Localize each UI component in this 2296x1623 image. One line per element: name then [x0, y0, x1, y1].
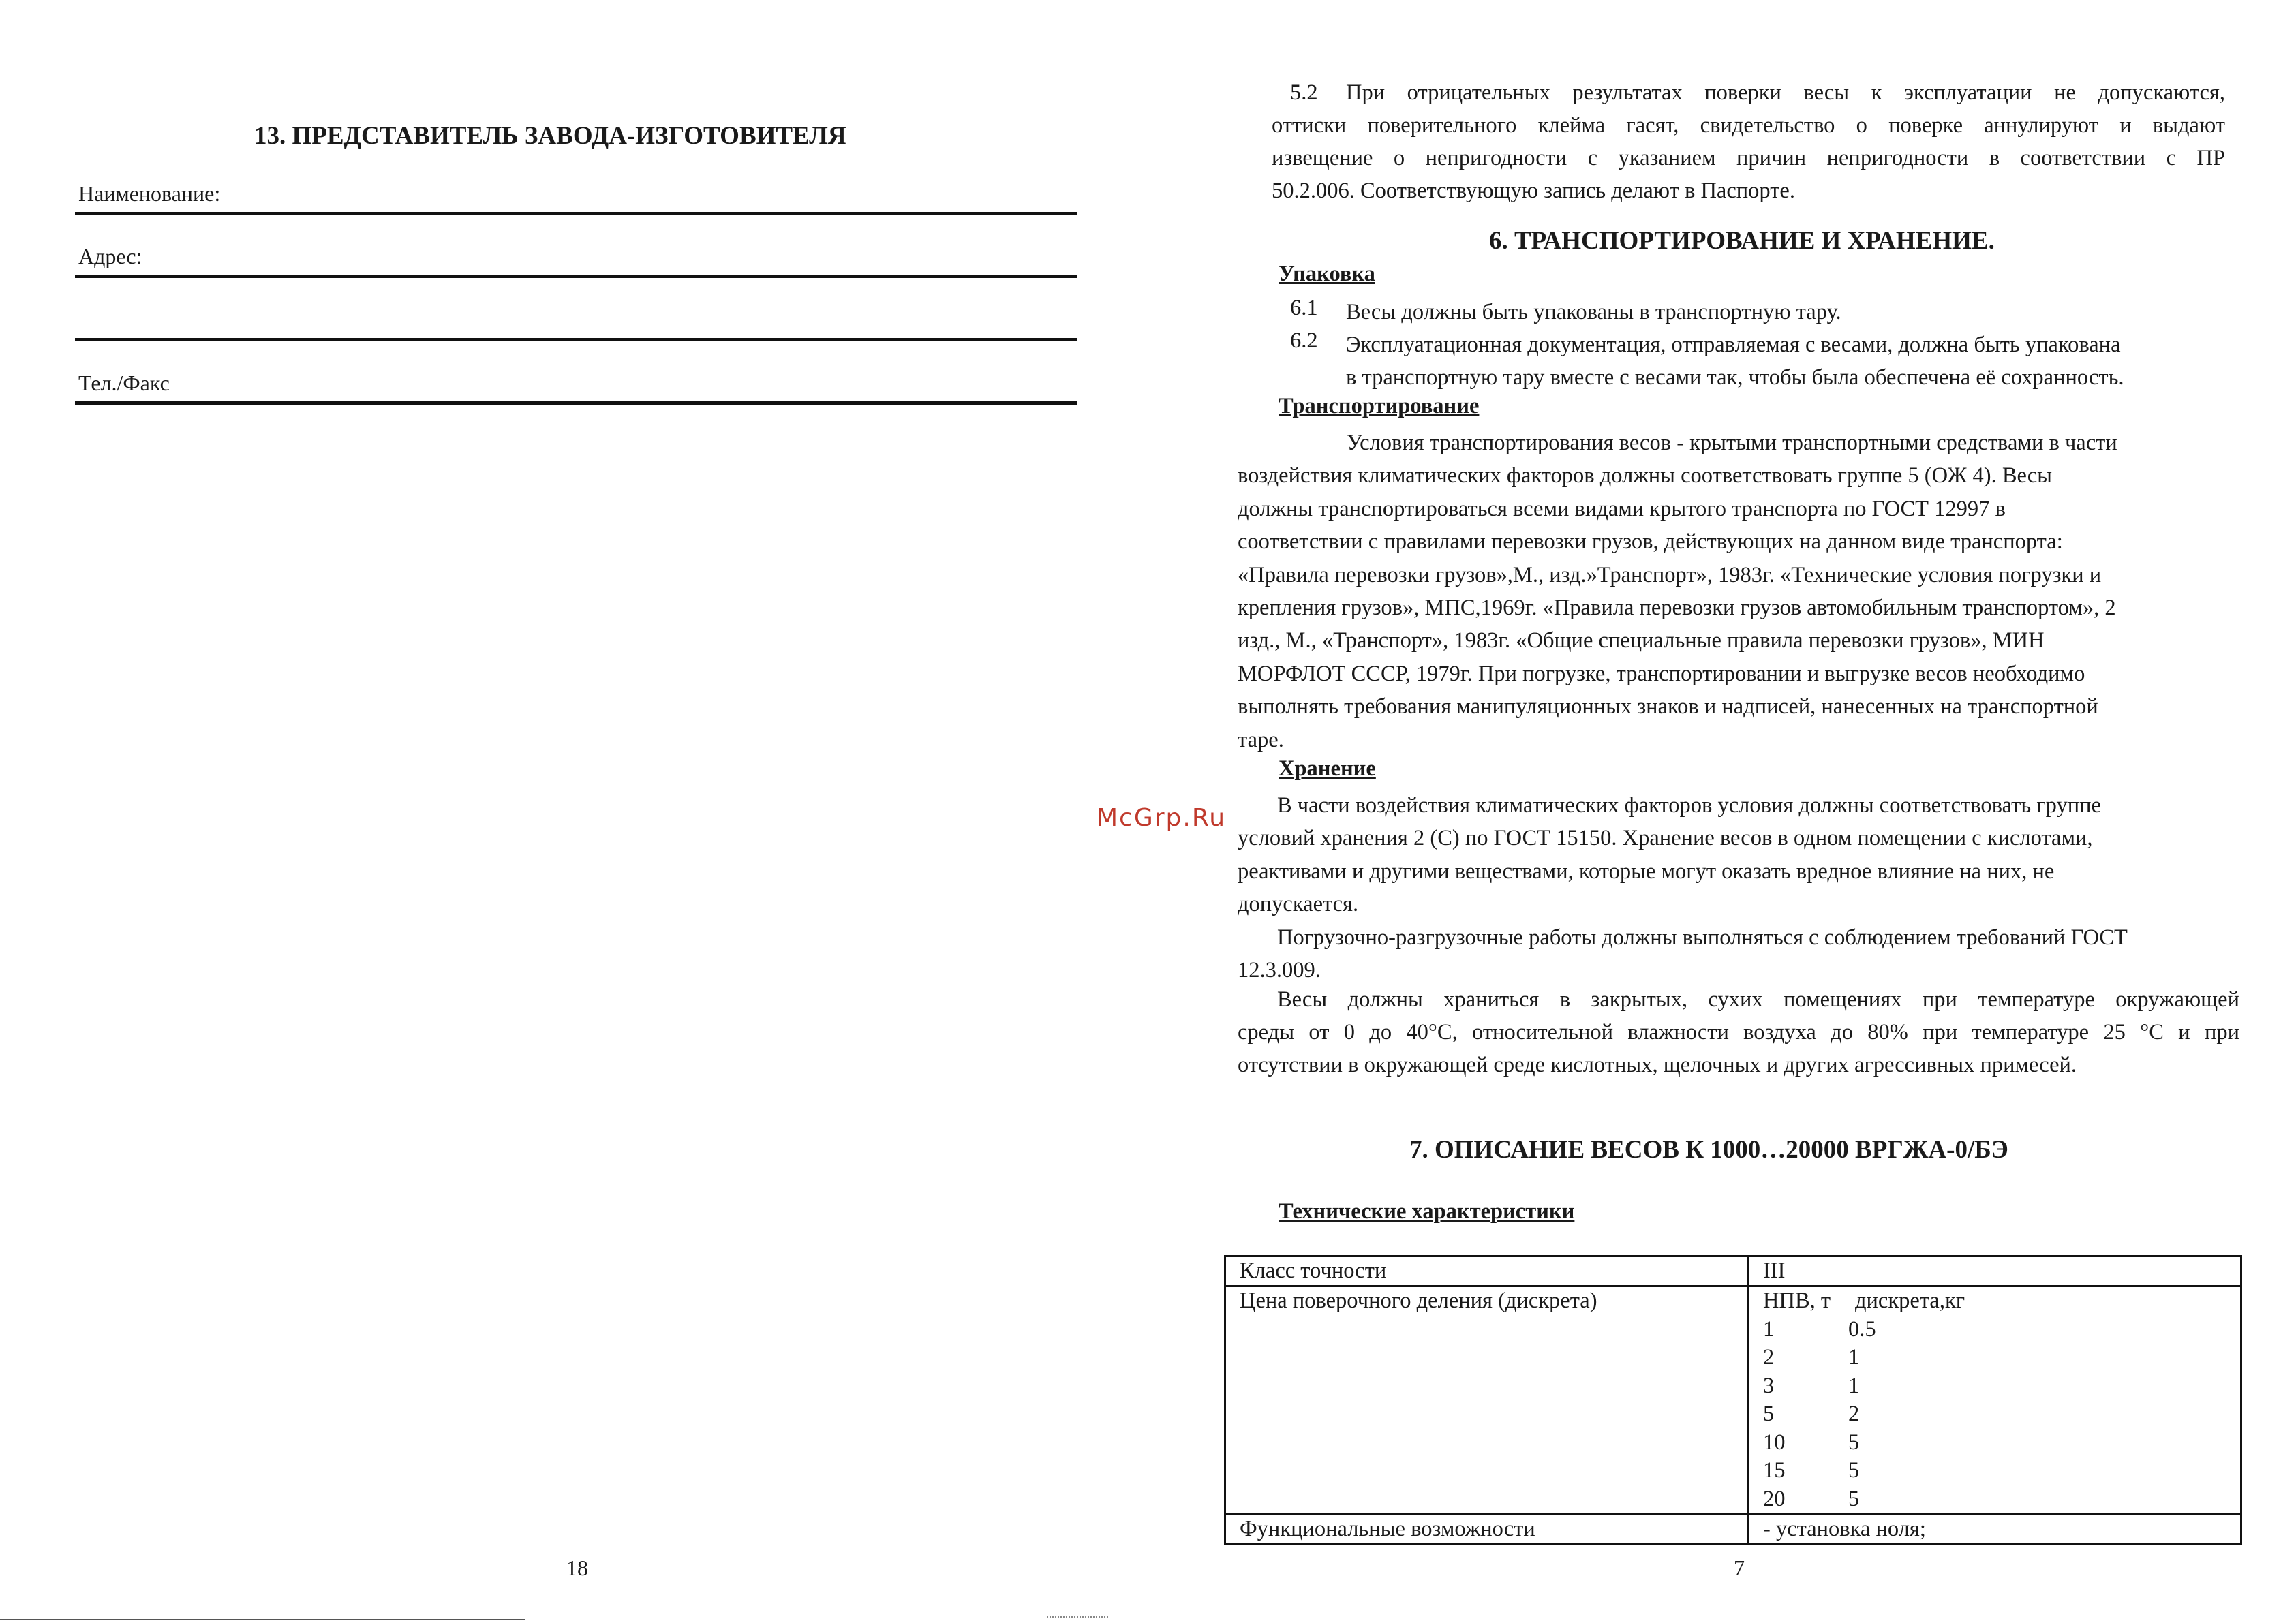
- transport-heading: Транспортирование: [1279, 394, 1480, 418]
- transport-line: Условия транспортирования весов - крытыми транспортными средствами в части: [1347, 431, 2117, 455]
- transport-line: должны транспортироваться всеми видами крытого транспорта по ГОСТ 12997 в: [1238, 496, 2006, 521]
- storage-line: В части воздействия климатических факторов условия должны соответствовать группе: [1277, 793, 2101, 818]
- name-field-label: Наименование:: [78, 181, 221, 206]
- name-field-line: [75, 212, 1077, 215]
- npv-value: 1: [1763, 1316, 1775, 1342]
- discrete-value: 0.5: [1848, 1316, 1876, 1342]
- phone-field-label: Тел./Факс: [78, 371, 170, 395]
- p52-line3-text: извещение о непригодности с указанием причин непригодности в соответствии с ПР: [1272, 146, 2225, 170]
- table-row: [1225, 1286, 2241, 1515]
- transport-line: изд., М., «Транспорт», 1983г. «Общие специальные правила перевозки грузов», МИН: [1238, 628, 2045, 653]
- discrete-row: [1763, 1372, 2240, 1401]
- address-field-label: Адрес:: [78, 244, 142, 268]
- item61-text: Весы должны быть упакованы в транспортную тару.: [1346, 300, 1841, 324]
- table-row: [1225, 1256, 2241, 1286]
- storage-line: реактивами и другими веществами, которые могут оказать вредное влияние на них, не: [1238, 859, 2055, 884]
- npv-value: 3: [1763, 1373, 1775, 1398]
- discrete-value: 2: [1848, 1402, 1860, 1426]
- item61-number: 6.1: [1290, 296, 1318, 320]
- conditions-line-2-text: среды от 0 до 40°С, относительной влажности воздуха до 80% при температуре 25 °С и при: [1238, 1020, 2239, 1045]
- conditions-line-3: отсутствии в окружающей среде кислотных, щелочных и других агрессивных примесей.: [1238, 1053, 2077, 1077]
- accuracy-class-value: III: [1749, 1256, 2241, 1286]
- address-field-line: [75, 275, 1077, 278]
- discrete-row: [1763, 1429, 2240, 1457]
- specs-table: [1224, 1255, 2242, 1545]
- p52-line1-text: При отрицательных результатах поверки весы к эксплуатации не допускаются,: [1346, 80, 2225, 105]
- address-extra-line: [75, 338, 1077, 341]
- left-page-title: 13. ПРЕДСТАВИТЕЛЬ ЗАВОДА-ИЗГОТОВИТЕЛЯ: [254, 122, 846, 150]
- discrete-row: [1763, 1485, 2240, 1514]
- packing-heading: Упаковка: [1279, 262, 1375, 286]
- npv-value: 10: [1763, 1429, 1786, 1455]
- p52-line1: [1346, 80, 2225, 106]
- transport-line: воздействия климатических факторов должны соответствовать группе 5 (ОЖ 4). Весы: [1238, 463, 2052, 489]
- discrete-row: [1763, 1344, 2240, 1372]
- transport-line: «Правила перевозки грузов»,М., изд.»Транспорт», 1983г. «Технические условия погрузки и: [1238, 562, 2102, 587]
- loading-line: 12.3.009.: [1238, 958, 1321, 983]
- transport-paragraph: [1238, 427, 2239, 756]
- p52-number: 5.2: [1290, 80, 1318, 105]
- p52-line4: 50.2.006. Соответствующую запись делают в Паспорте.: [1272, 179, 1795, 203]
- storage-line: допускается.: [1238, 892, 1359, 917]
- functions-value: - установка ноля;: [1749, 1515, 2241, 1545]
- bottom-center-mark: [1047, 1616, 1108, 1618]
- discrete-row: [1763, 1400, 2240, 1429]
- npv-value: 15: [1763, 1458, 1786, 1483]
- item62-line2: в транспортную тару вместе с весами так, чтобы была обеспечена её сохранность.: [1346, 365, 2124, 390]
- bottom-edge-rule: [0, 1619, 525, 1620]
- conditions-line-2: [1238, 1020, 2239, 1045]
- discrete-row: [1763, 1457, 2240, 1485]
- phone-field-line: [75, 401, 1077, 405]
- npv-value: 20: [1763, 1486, 1786, 1511]
- discrete-row: [1763, 1316, 2240, 1344]
- discrete-value: 1: [1848, 1345, 1860, 1370]
- conditions-line-1-text: Весы должны храниться в закрытых, сухих помещениях при температуре окружающей: [1277, 987, 2239, 1012]
- discrete-value: 5: [1848, 1458, 1860, 1483]
- p52-line3: [1272, 146, 2225, 171]
- left-page: [0, 0, 1104, 1623]
- watermark-text: McGrp.Ru: [1097, 804, 1227, 832]
- discrete-header: [1763, 1287, 2240, 1316]
- storage-heading: Хранение: [1279, 756, 1376, 781]
- p52-line2: [1272, 113, 2225, 138]
- section7-title: 7. ОПИСАНИЕ ВЕСОВ К 1000…20000 ВРГЖА-0/БЭ: [1409, 1136, 2008, 1164]
- npv-value: 2: [1763, 1345, 1775, 1370]
- discrete-value: 5: [1848, 1486, 1860, 1511]
- item62-number: 6.2: [1290, 328, 1318, 353]
- discrete-label: Цена поверочного деления (дискрета): [1225, 1286, 1749, 1515]
- storage-line: условий хранения 2 (С) по ГОСТ 15150. Хранение весов в одном помещении с кислотами,: [1238, 826, 2093, 851]
- functions-label: Функциональные возможности: [1225, 1515, 1749, 1545]
- tech-heading: Технические характеристики: [1279, 1199, 1575, 1224]
- transport-line: крепления грузов», МПС,1969г. «Правила перевозки грузов автомобильным транспортом», 2: [1238, 596, 2116, 621]
- loading-line: Погрузочно-разгрузочные работы должны выполняться с соблюдением требований ГОСТ: [1277, 925, 2128, 950]
- discrete-value: 5: [1848, 1429, 1860, 1455]
- discrete-header-label: дискрета,кг: [1855, 1288, 1965, 1313]
- transport-line: выполнять требования манипуляционных знаков и надписей, нанесенных на транспортной: [1238, 694, 2098, 720]
- npv-value: 5: [1763, 1402, 1775, 1426]
- p52-line2-text: оттиски поверительного клейма гасят, свидетельство о поверке аннулируют и выдают: [1272, 113, 2225, 138]
- discrete-values-cell: [1749, 1286, 2241, 1515]
- loading-paragraph: [1238, 921, 2239, 987]
- item62-line1: Эксплуатационная документация, отправляемая с весами, должна быть упакована: [1346, 333, 2121, 357]
- storage-paragraph: [1238, 789, 2239, 921]
- right-page-number: 7: [1734, 1556, 1745, 1580]
- accuracy-class-label: Класс точности: [1225, 1256, 1749, 1286]
- section6-title: 6. ТРАНСПОРТИРОВАНИЕ И ХРАНЕНИЕ.: [1489, 227, 1995, 255]
- discrete-value: 1: [1848, 1373, 1860, 1398]
- transport-line: МОРФЛОТ СССР, 1979г. При погрузке, транспортировании и выгрузке весов необходимо: [1238, 661, 2085, 686]
- conditions-line-1: [1277, 987, 2239, 1013]
- transport-line: таре.: [1238, 727, 1284, 752]
- transport-line: соответствии с правилами перевозки грузов, действующих на данном виде транспорта:: [1238, 529, 2063, 555]
- left-page-number: 18: [566, 1556, 588, 1580]
- npv-header: НПВ, т: [1763, 1288, 1831, 1313]
- table-row: [1225, 1515, 2241, 1545]
